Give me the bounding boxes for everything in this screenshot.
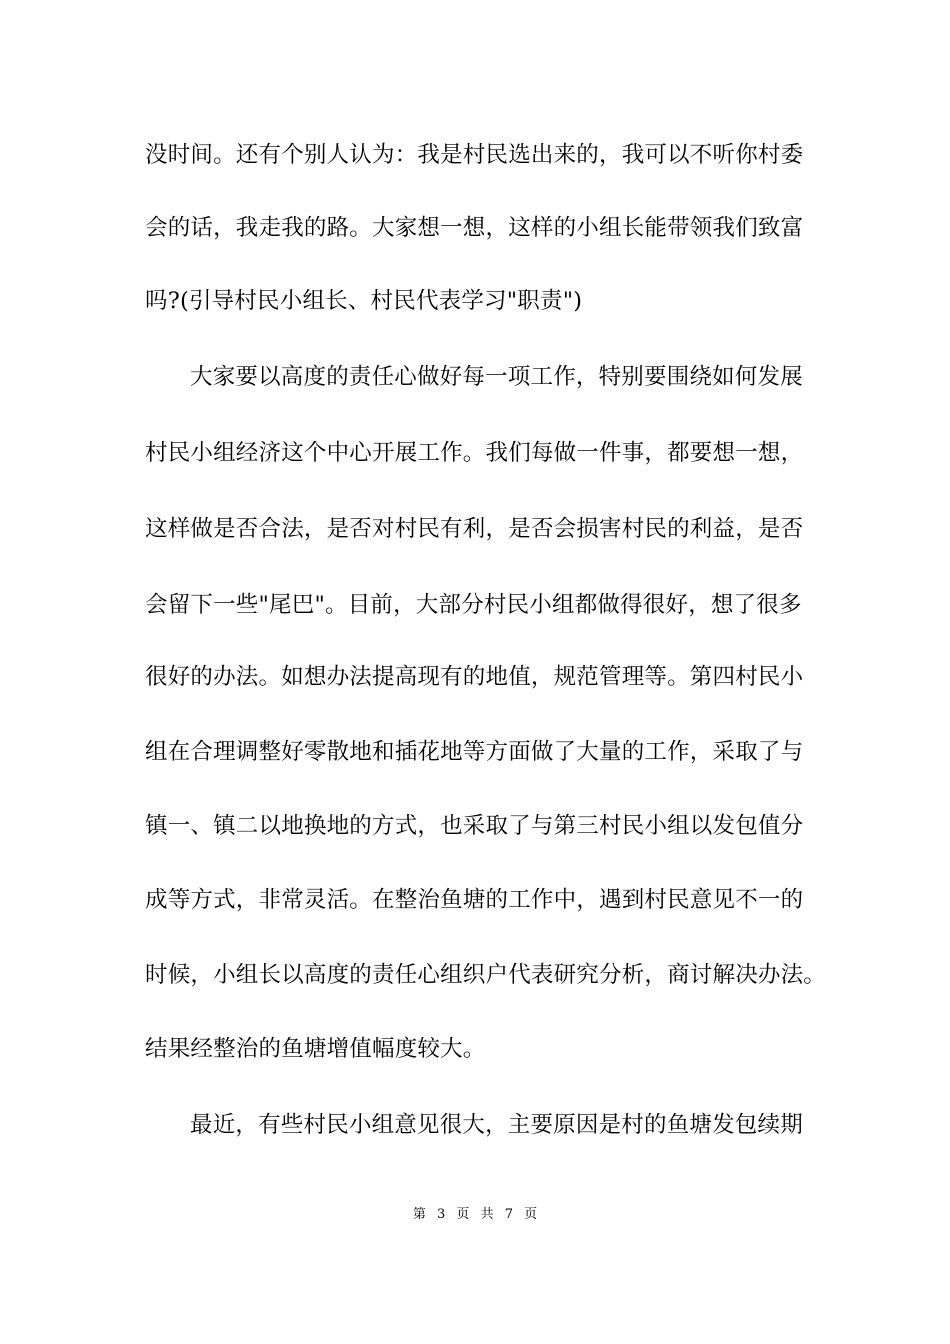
text-line: 村民小组经济这个中心开展工作。我们每做一件事，都要想一想， (145, 440, 804, 466)
text-line: 没时间。还有个别人认为：我是村民选出来的，我可以不听你村委 (145, 142, 804, 168)
footer-current-page: 3 (436, 1207, 446, 1222)
text-line: 成等方式，非常灵活。在整治鱼塘的工作中，遇到村民意见不一的 (145, 887, 804, 913)
page-footer (0, 1206, 950, 1224)
footer-label-page: 第 (412, 1207, 426, 1222)
footer-label-page-unit: 页 (456, 1207, 470, 1222)
text-line: 组在合理调整好零散地和插花地等方面做了大量的工作，采取了与 (145, 739, 804, 765)
text-line: 结果经整治的鱼塘增值幅度较大。 (145, 1036, 486, 1062)
paragraph-first-line: 最近，有些村民小组意见很大，主要原因是村的鱼塘发包续期 (190, 1112, 803, 1138)
paragraph-first-line: 大家要以高度的责任心做好每一项工作，特别要围绕如何发展 (190, 364, 803, 390)
text-line: 会留下一些"尾巴"。目前，大部分村民小组都做得很好，想了很多 (145, 592, 802, 618)
text-line: 时候，小组长以高度的责任心组织户代表研究分析，商讨解决办法。 (145, 962, 827, 988)
text-line: 镇一、镇二以地换地的方式，也采取了与第三村民小组以发包值分 (145, 813, 804, 839)
text-line: 会的话，我走我的路。大家想一想，这样的小组长能带领我们致富 (145, 215, 804, 241)
text-line: 吗?(引导村民小组长、村民代表学习"职责") (145, 288, 583, 314)
footer-label-total-unit: 页 (524, 1207, 538, 1222)
footer-total-pages: 7 (504, 1207, 513, 1222)
text-line: 很好的办法。如想办法提高现有的地值，规范管理等。第四村民小 (145, 664, 804, 690)
text-line: 这样做是否合法，是否对村民有利，是否会损害村民的利益，是否 (145, 516, 804, 542)
footer-label-total: 共 (480, 1207, 494, 1222)
